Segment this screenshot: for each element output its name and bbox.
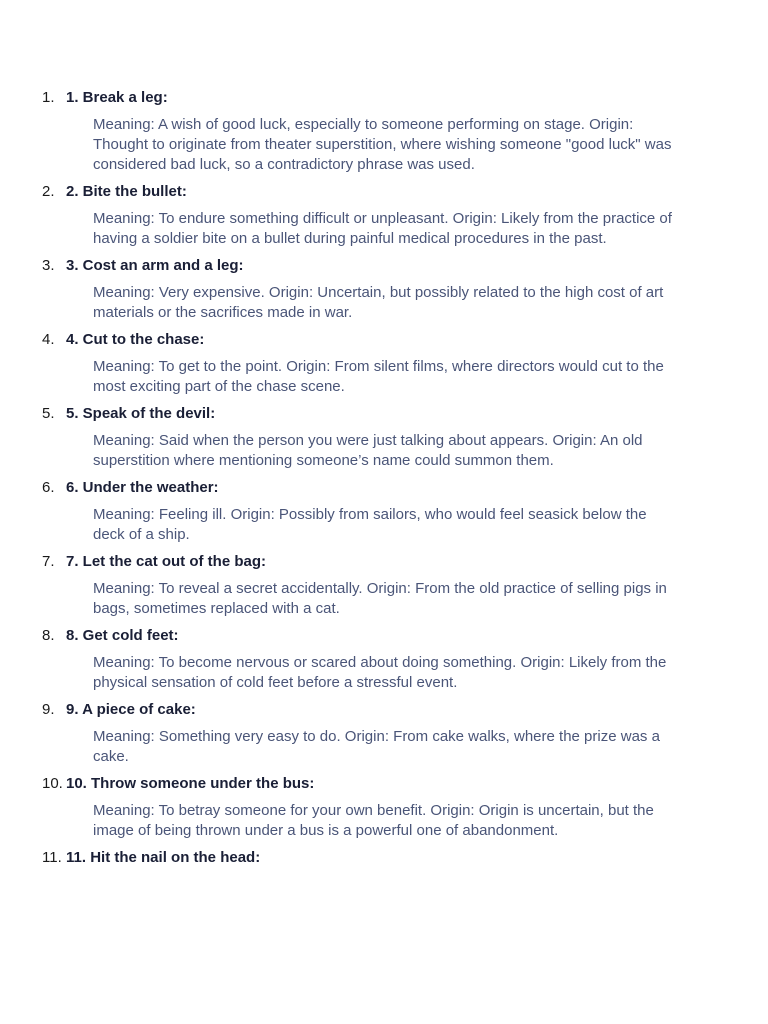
list-item [42, 256, 682, 323]
idiom-description: Meaning: Feeling ill. Origin: Possibly from sailors, who would feel seasick below the deck of a ship. [93, 506, 647, 543]
list-marker: 11. [42, 849, 62, 866]
idiom-description: Meaning: Said when the person you were just talking about appears. Origin: An old superstition where mentioning someone’s name could summon them. [93, 432, 643, 469]
list-marker: 10. [42, 775, 63, 792]
idiom-title: 7. Let the cat out of the bag: [66, 553, 267, 570]
list-item [42, 626, 682, 693]
list-marker: 4. [42, 331, 55, 348]
list-marker: 8. [42, 627, 55, 644]
list-item [42, 774, 682, 841]
idiom-list [42, 88, 682, 875]
list-item [42, 848, 682, 875]
idiom-description: Meaning: To endure something difficult or unpleasant. Origin: Likely from the practice of having a soldier bite on a bullet during painful medical procedures in the past. [93, 210, 672, 247]
list-marker: 6. [42, 479, 55, 496]
idiom-description: Meaning: Very expensive. Origin: Uncertain, but possibly related to the high cost of art materials or the sacrifices made in war. [93, 284, 664, 321]
list-marker: 1. [42, 89, 55, 106]
idiom-title: 2. Bite the bullet: [66, 183, 187, 200]
list-item [42, 88, 682, 175]
idiom-title: 3. Cost an arm and a leg: [66, 257, 244, 274]
list-marker: 5. [42, 405, 55, 422]
idiom-description: Meaning: To betray someone for your own benefit. Origin: Origin is uncertain, but the image of being thrown under a bus is a powerful one of abandonment. [93, 802, 654, 839]
list-item [42, 552, 682, 619]
list-marker: 2. [42, 183, 55, 200]
list-item [42, 182, 682, 249]
idiom-title: 9. A piece of cake: [66, 701, 196, 718]
list-item [42, 330, 682, 397]
list-item [42, 700, 682, 767]
idiom-title: 10. Throw someone under the bus: [66, 775, 315, 792]
idiom-description: Meaning: To get to the point. Origin: From silent films, where directors would cut to the most exciting part of the chase scene. [93, 358, 664, 395]
idiom-title: 5. Speak of the devil: [66, 405, 216, 422]
list-item [42, 404, 682, 471]
idiom-description: Meaning: A wish of good luck, especially to someone performing on stage. Origin: Thought to originate from theater superstition, where wishing someone "good luck" was considered bad luck, so a contradictory phrase was used. [93, 116, 672, 173]
list-marker: 9. [42, 701, 55, 718]
list-item [42, 478, 682, 545]
list-marker: 7. [42, 553, 55, 570]
list-marker: 3. [42, 257, 55, 274]
idiom-title: 1. Break a leg: [66, 89, 168, 106]
idiom-title: 4. Cut to the chase: [66, 331, 205, 348]
idiom-title: 8. Get cold feet: [66, 627, 179, 644]
idiom-title: 6. Under the weather: [66, 479, 219, 496]
idiom-title: 11. Hit the nail on the head: [66, 849, 261, 866]
idiom-description: Meaning: To become nervous or scared about doing something. Origin: Likely from the physical sensation of cold feet before a stressful event. [93, 654, 667, 691]
idiom-description: Meaning: To reveal a secret accidentally. Origin: From the old practice of selling pigs in bags, sometimes replaced with a cat. [93, 580, 667, 617]
idiom-description: Meaning: Something very easy to do. Origin: From cake walks, where the prize was a cake. [93, 728, 660, 765]
